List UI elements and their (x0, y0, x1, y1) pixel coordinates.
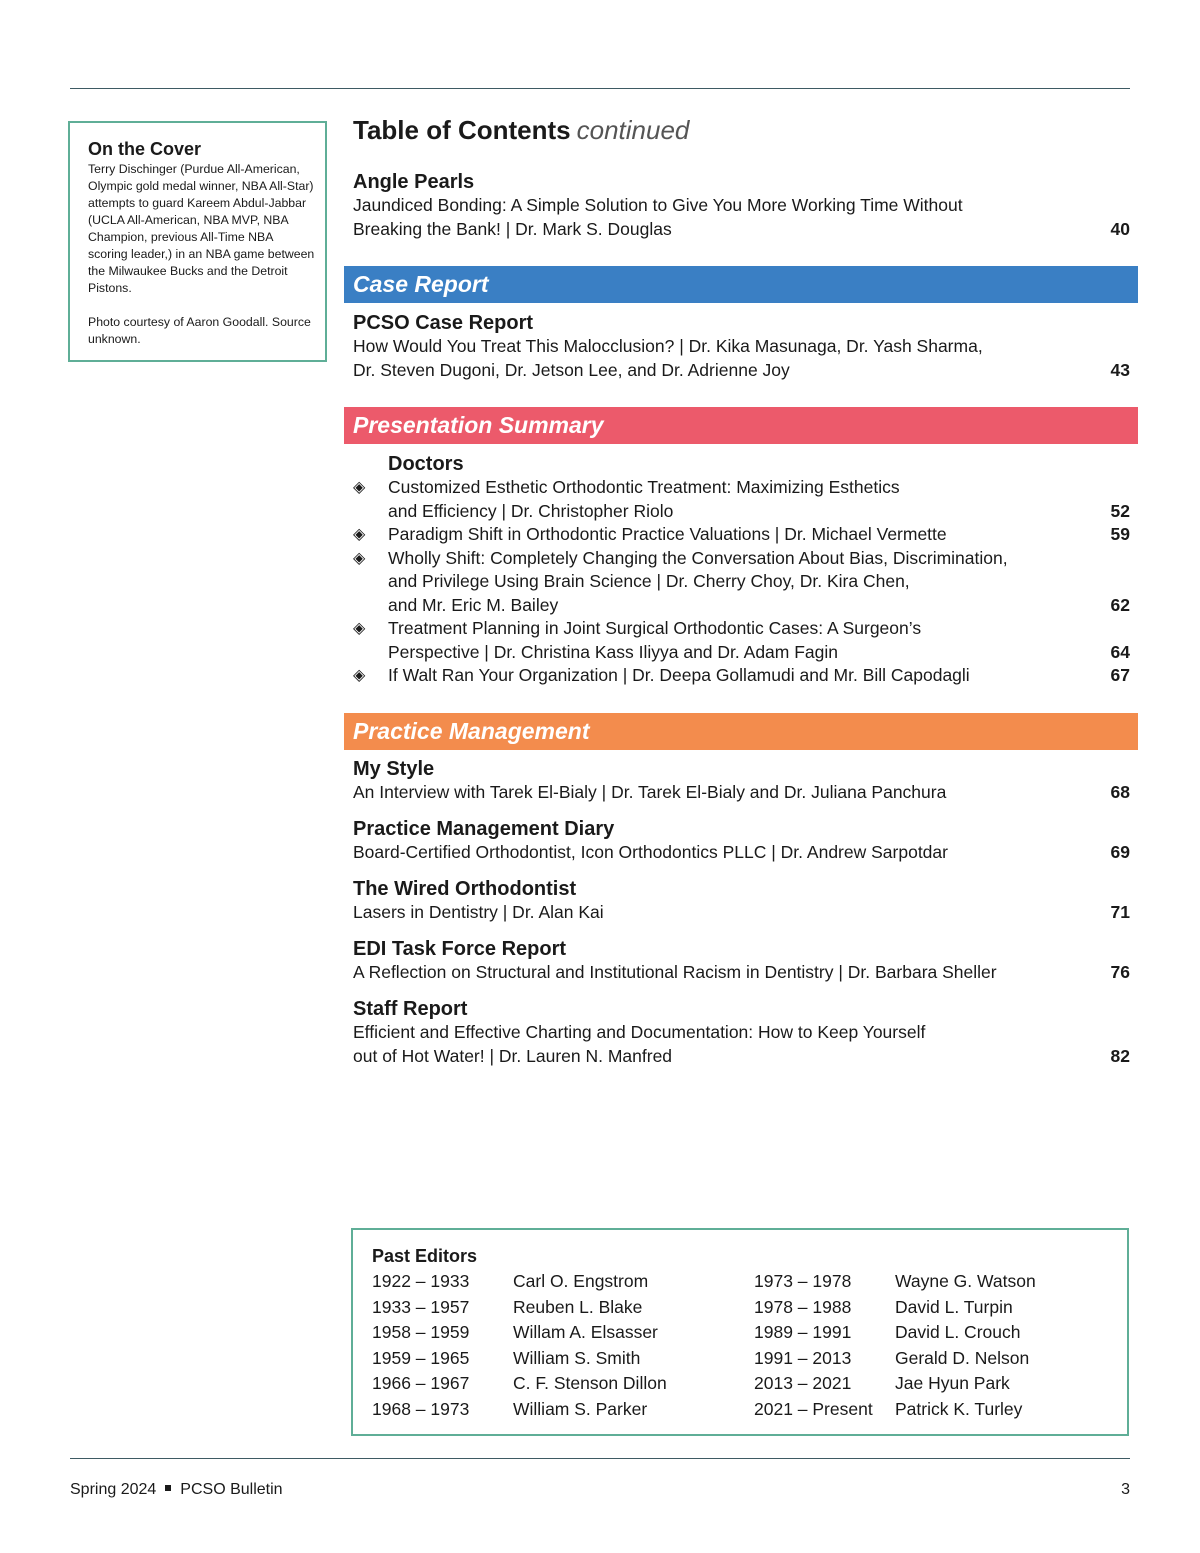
editor-row (372, 1295, 1127, 1321)
editor-name: Carl O. Engstrom (513, 1271, 649, 1291)
section-title: EDI Task Force Report (353, 938, 567, 960)
toc-entry[interactable] (353, 335, 1130, 382)
entry-line: How Would You Treat This Malocclusion? | Dr. Kika Masunaga, Dr. Yash Sharma, (353, 336, 983, 356)
cover-text (88, 161, 315, 348)
entry-line: Customized Esthetic Orthodontic Treatment: Maximizing Esthetics (388, 477, 900, 497)
editor-row (372, 1397, 1127, 1423)
page-number: 52 (1110, 500, 1130, 521)
page-number: 62 (1110, 594, 1130, 615)
editor-name: C. F. Stenson Dillon (513, 1373, 667, 1393)
staff-report-section (353, 997, 1130, 1068)
editor-years: 1989 – 1991 (754, 1322, 852, 1342)
editor-name: David L. Crouch (895, 1322, 1021, 1342)
footer-publication-name: PCSO Bulletin (180, 1481, 283, 1498)
entry-line: out of Hot Water! | Dr. Lauren N. Manfred (353, 1045, 673, 1066)
section-title: Practice Management Diary (353, 818, 615, 840)
toc-bullet-entry[interactable] (353, 664, 1130, 688)
editor-name: Reuben L. Blake (513, 1296, 643, 1317)
editor-years: 2021 – Present (754, 1398, 873, 1419)
editor-row (372, 1371, 1127, 1397)
practice-management-diary-section (353, 817, 1130, 865)
toc-entry[interactable] (353, 194, 1130, 241)
editor-years: 1966 – 1967 (372, 1373, 470, 1393)
presentation-summary-section (353, 452, 1130, 688)
editor-years: 2013 – 2021 (754, 1373, 852, 1393)
entry-line: Wholly Shift: Completely Changing the Conversation About Bias, Discrimination, (388, 547, 1008, 568)
toc-heading-text: Table of Contents (353, 115, 571, 145)
diamond-bullet-icon: ◈ (353, 549, 366, 567)
toc-entry[interactable] (353, 901, 1130, 925)
editor-name: David L. Turpin (895, 1296, 1013, 1317)
cover-title: On the Cover (88, 139, 202, 159)
page-number: 40 (1110, 218, 1130, 239)
presentation-summary-band: Presentation Summary (344, 407, 1138, 444)
on-the-cover-box (68, 121, 327, 362)
page-number: 59 (1110, 524, 1130, 544)
footer-issue: Spring 2024 (70, 1481, 157, 1498)
practice-management-band: Practice Management (344, 713, 1138, 750)
section-title: Doctors (388, 453, 464, 475)
entry-line: If Walt Ran Your Organization | Dr. Deepa Gollamudi and Mr. Bill Capodagli (388, 665, 970, 685)
case-report-band: Case Report (344, 266, 1138, 303)
editor-name: Wayne G. Watson (895, 1271, 1036, 1291)
entry-line: Breaking the Bank! | Dr. Mark S. Douglas (353, 218, 672, 239)
angle-pearls-section (353, 170, 1130, 241)
diamond-bullet-icon: ◈ (353, 526, 366, 543)
editor-name: Jae Hyun Park (895, 1373, 1010, 1393)
editor-name: Patrick K. Turley (895, 1398, 1023, 1419)
past-editors-box (351, 1228, 1129, 1436)
entry-line: and Efficiency | Dr. Christopher Riolo (388, 500, 674, 521)
editor-name: William S. Parker (513, 1398, 648, 1419)
entry-line: A Reflection on Structural and Institutional Racism in Dentistry | Dr. Barbara Sheller (353, 962, 997, 982)
toc-entry[interactable] (353, 781, 1130, 805)
section-title: Staff Report (353, 998, 468, 1020)
page-number: 76 (1110, 962, 1130, 982)
footer-publication (70, 1481, 283, 1499)
page-number: 67 (1110, 665, 1130, 685)
diamond-bullet-icon: ◈ (353, 667, 366, 684)
editor-years: 1958 – 1959 (372, 1322, 470, 1342)
editor-name: William S. Smith (513, 1347, 641, 1368)
toc-bullet-entry[interactable] (353, 476, 1130, 523)
entry-line: An Interview with Tarek El-Bialy | Dr. Tarek El-Bialy and Dr. Juliana Panchura (353, 782, 947, 802)
editor-years: 1973 – 1978 (754, 1271, 852, 1291)
entry-line: Treatment Planning in Joint Surgical Orthodontic Cases: A Surgeon’s (388, 618, 922, 638)
toc-bullet-entry[interactable] (353, 523, 1130, 547)
diamond-bullet-icon: ◈ (353, 479, 366, 496)
entry-line: Paradigm Shift in Orthodontic Practice Valuations | Dr. Michael Vermette (388, 524, 947, 544)
page-title (353, 115, 689, 146)
editor-row (372, 1346, 1127, 1372)
entry-line: Jaundiced Bonding: A Simple Solution to Give You More Working Time Without (353, 195, 963, 215)
entry-line: Dr. Steven Dugoni, Dr. Jetson Lee, and Dr. Adrienne Joy (353, 359, 790, 380)
toc-heading-suffix: continued (576, 115, 690, 145)
editor-row (372, 1269, 1127, 1295)
entry-line: and Mr. Eric M. Bailey (388, 594, 559, 615)
diamond-bullet-icon: ◈ (353, 620, 366, 637)
toc-entry[interactable] (353, 1021, 1130, 1068)
entry-line: Perspective | Dr. Christina Kass Iliyya and Dr. Adam Fagin (388, 641, 839, 662)
section-title: The Wired Orthodontist (353, 878, 577, 900)
section-title: My Style (353, 758, 435, 780)
square-separator-icon (165, 1485, 171, 1491)
entry-line: Efficient and Effective Charting and Documentation: How to Keep Yourself (353, 1022, 926, 1042)
editor-years: 1968 – 1973 (372, 1398, 470, 1419)
edi-task-force-section (353, 937, 1130, 985)
page-number: 69 (1110, 842, 1130, 862)
editor-years: 1991 – 2013 (754, 1347, 852, 1368)
toc-bullet-entry[interactable] (353, 617, 1130, 664)
cover-credit: Photo courtesy of Aaron Goodall. Source unknown. (88, 315, 311, 346)
editor-name: Gerald D. Nelson (895, 1347, 1030, 1368)
cover-caption: Terry Dischinger (Purdue All-American, Olympic gold medal winner, NBA All-Star) attempts to guard Kareem Abdul-Jabbar (UCLA All-American, NBA MVP, NBA Champion, previous All-Time NBA scoring leader,) in an NBA game between the Milwaukee Bucks and the Detroit Pistons. (88, 162, 315, 295)
page-number: 64 (1110, 641, 1130, 662)
page-number: 68 (1110, 782, 1130, 802)
toc-entry[interactable] (353, 841, 1130, 865)
editor-row (372, 1320, 1127, 1346)
entry-line: Lasers in Dentistry | Dr. Alan Kai (353, 902, 604, 922)
toc-bullet-entry[interactable] (353, 547, 1130, 618)
past-editors-title: Past Editors (372, 1246, 478, 1266)
entry-line: and Privilege Using Brain Science | Dr. Cherry Choy, Dr. Kira Chen, (388, 571, 910, 591)
editor-years: 1922 – 1933 (372, 1271, 470, 1291)
toc-entry[interactable] (353, 961, 1130, 985)
bottom-rule (70, 1458, 1130, 1459)
editor-years: 1959 – 1965 (372, 1347, 470, 1368)
section-title: PCSO Case Report (353, 312, 534, 334)
case-report-section (353, 311, 1130, 382)
editor-years: 1978 – 1988 (754, 1296, 852, 1317)
page-number: 82 (1110, 1045, 1130, 1066)
wired-orthodontist-section (353, 877, 1130, 925)
section-title: Angle Pearls (353, 171, 475, 193)
page-number: 43 (1110, 359, 1130, 380)
top-rule (70, 88, 1130, 89)
editor-name: Willam A. Elsasser (513, 1322, 658, 1342)
my-style-section (353, 757, 1130, 805)
page-number: 71 (1110, 902, 1130, 922)
editor-years: 1933 – 1957 (372, 1296, 470, 1317)
entry-line: Board-Certified Orthodontist, Icon Orthodontics PLLC | Dr. Andrew Sarpotdar (353, 842, 948, 862)
footer-page-number: 3 (1121, 1481, 1130, 1498)
